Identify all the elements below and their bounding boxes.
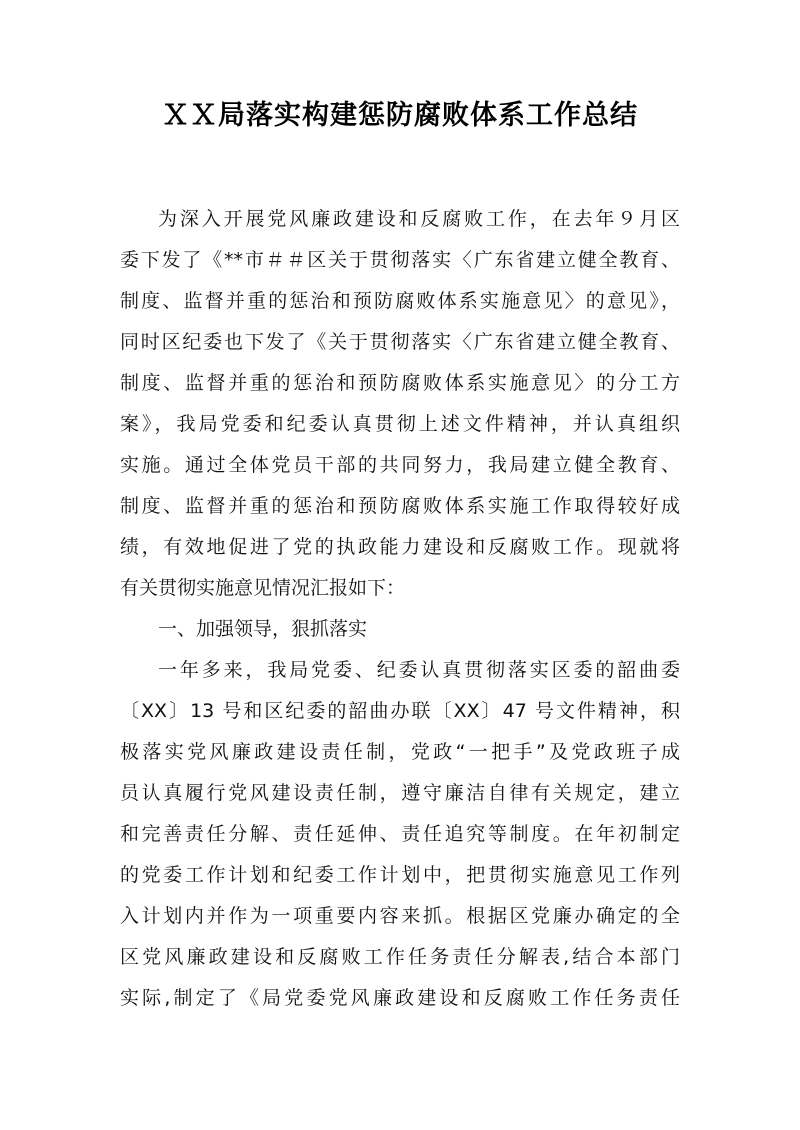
paragraph-line: 绩，有效地促进了党的执政能力建设和反腐败工作。现就将 bbox=[120, 536, 680, 558]
section-heading: 一、加强领导，狠抓落实 bbox=[158, 618, 368, 640]
paragraph-line: 案》，我局党委和纪委认真贯彻上述文件精神，并认真组织 bbox=[120, 413, 680, 435]
paragraph-line: 〔XX〕13 号和区纪委的韶曲办联〔XX〕47 号文件精神，积 bbox=[120, 700, 680, 722]
paragraph-line: 实际,制定了《局党委党风廉政建设和反腐败工作任务责任 bbox=[120, 987, 680, 1009]
paragraph-line: 同时区纪委也下发了《关于贯彻落实〈广东省建立健全教育、 bbox=[120, 331, 680, 353]
paragraph-line: 制度、监督并重的惩治和预防腐败体系实施意见〉的意见》， bbox=[120, 290, 680, 312]
paragraph-line: 入计划内并作为一项重要内容来抓。根据区党廉办确定的全 bbox=[120, 905, 680, 927]
paragraph-line: 制度、监督并重的惩治和预防腐败体系实施工作取得较好成 bbox=[120, 495, 680, 517]
paragraph-line: 员认真履行党风建设责任制，遵守廉洁自律有关规定，建立 bbox=[120, 782, 680, 804]
document-body bbox=[120, 199, 680, 1019]
paragraph-line: 为深入开展党风廉政建设和反腐败工作，在去年９月区 bbox=[158, 208, 680, 230]
paragraph-line: 极落实党风廉政建设责任制，党政“一把手”及党政班子成 bbox=[120, 741, 680, 763]
paragraph-line: 的党委工作计划和纪委工作计划中，把贯彻实施意见工作列 bbox=[120, 864, 680, 886]
paragraph-line: 委下发了《**市＃＃区关于贯彻落实〈广东省建立健全教育、 bbox=[120, 249, 680, 271]
paragraph-line: 和完善责任分解、责任延伸、责任追究等制度。在年初制定 bbox=[120, 823, 680, 845]
paragraph-line: 区党风廉政建设和反腐败工作任务责任分解表,结合本部门 bbox=[120, 946, 680, 968]
paragraph-line: 制度、监督并重的惩治和预防腐败体系实施意见〉的分工方 bbox=[120, 372, 680, 394]
document-title: ＸＸ局落实构建惩防腐败体系工作总结 bbox=[162, 100, 638, 131]
paragraph-line: 有关贯彻实施意见情况汇报如下： bbox=[120, 577, 406, 599]
paragraph-line: 一年多来，我局党委、纪委认真贯彻落实区委的韶曲委 bbox=[158, 659, 680, 681]
paragraph-line: 实施。通过全体党员干部的共同努力，我局建立健全教育、 bbox=[120, 454, 680, 476]
